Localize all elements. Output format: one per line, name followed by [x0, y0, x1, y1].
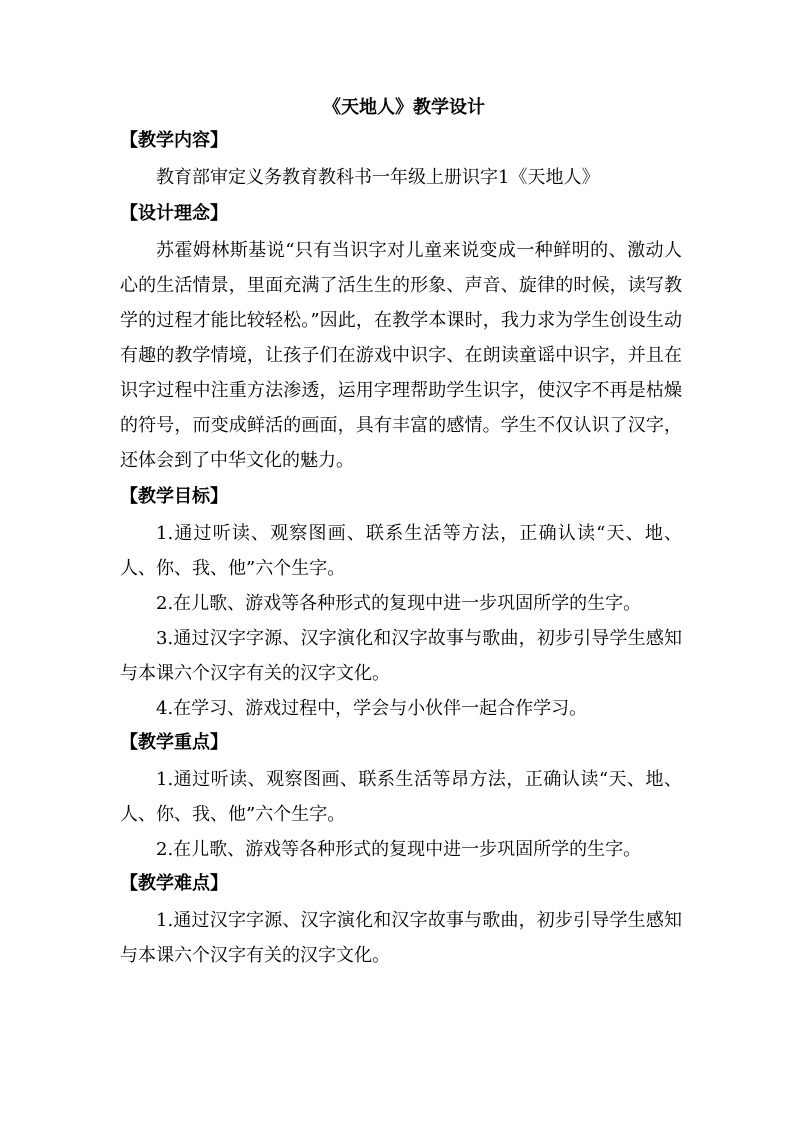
heading-difficulties: 【教学难点】 — [120, 873, 228, 894]
key-points-list — [120, 762, 682, 867]
difficulties-list — [120, 903, 682, 973]
heading-teaching-content: 【教学内容】 — [120, 130, 228, 151]
list-item: 4.在学习、游戏过程中，学会与小伙伴一起合作学习。 — [156, 698, 588, 719]
document-title: 《天地人》教学设计 — [323, 97, 485, 118]
heading-key-points: 【教学重点】 — [120, 732, 228, 753]
list-item: 1.通过听读、观察图画、联系生活等方法，正确认读“天、地、人、你、我、他”六个生字。 — [120, 523, 682, 579]
teaching-goals-list — [120, 516, 682, 726]
list-item: 2.在儿歌、游戏等各种形式的复现中进一步巩固所学的生字。 — [156, 593, 642, 614]
teaching-content-text: 教育部审定义务教育教科书一年级上册识字1《天地人》 — [156, 167, 600, 188]
heading-design-concept: 【设计理念】 — [120, 203, 228, 224]
design-concept-text: 苏霍姆林斯基说“只有当识字对儿童来说变成一种鲜明的、激动人心的生活情景，里面充满了活生生的形象、声音、旋律的时候，读写教学的过程才能比较轻松。”因此，在教学本课时，我力求为学生创设生动有趣的教学情境，让孩子们在游戏中识字、在朗读童谣中识字，并且在识字过程中注重方法渗透，运用字理帮助学生识字，使汉字不再是枯燥的符号，而变成鲜活的画面，具有丰富的感情。学生不仅认识了汉字，还体会到了中华文化的魅力。 — [120, 240, 682, 471]
list-item: 3.通过汉字字源、汉字演化和汉字故事与歌曲，初步引导学生感知与本课六个汉字有关的汉字文化。 — [120, 628, 682, 684]
list-item: 1.通过听读、观察图画、联系生活等昂方法，正确认读“天、地、人、你、我、他”六个生字。 — [120, 769, 682, 825]
list-item: 2.在儿歌、游戏等各种形式的复现中进一步巩固所学的生字。 — [156, 839, 642, 860]
heading-teaching-goals: 【教学目标】 — [120, 486, 228, 507]
list-item: 1.通过汉字字源、汉字演化和汉字故事与歌曲，初步引导学生感知与本课六个汉字有关的汉字文化。 — [120, 910, 682, 966]
